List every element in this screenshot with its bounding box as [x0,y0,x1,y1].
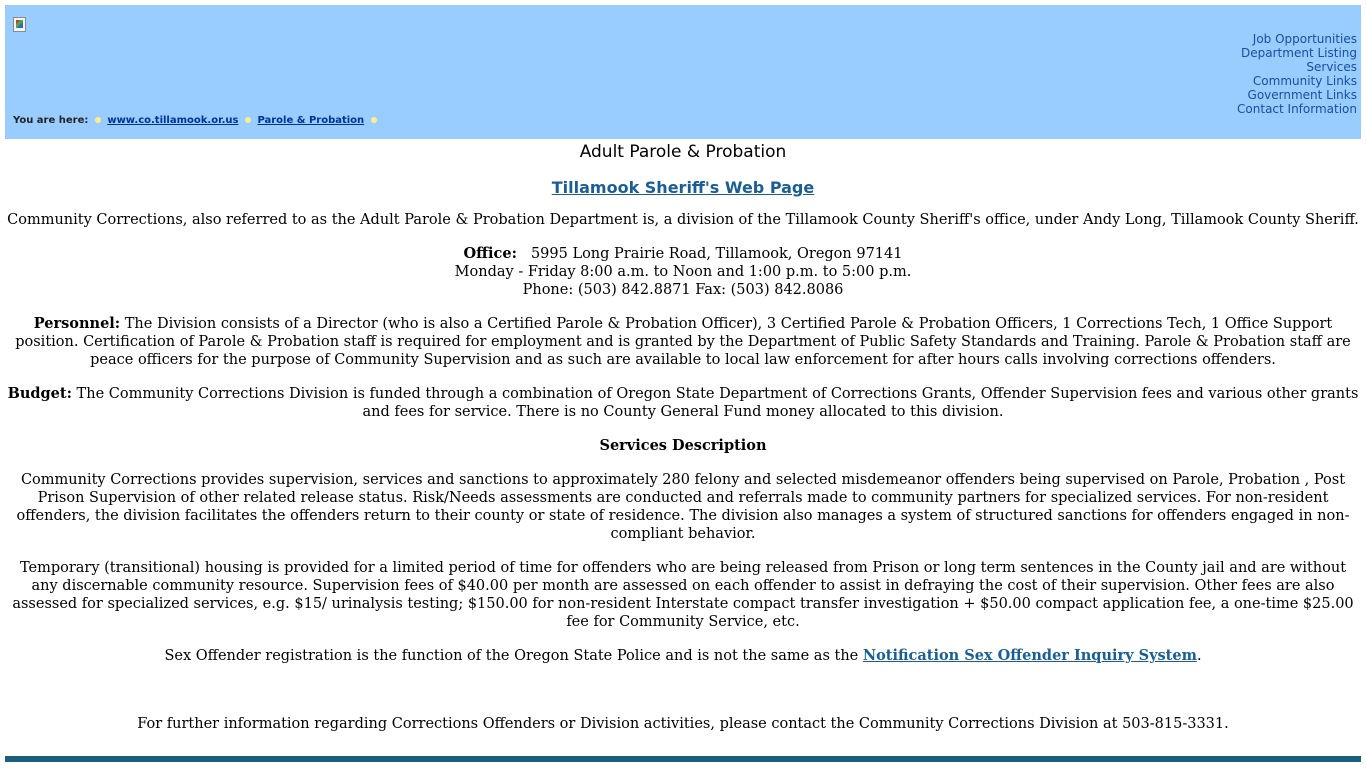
breadcrumb-label: You are here: [13,115,89,126]
breadcrumb-separator-icon [95,117,101,123]
personnel-text: The Division consists of a Director (who is also a Certified Parole & Probation Officer), 3 Certified Parole & Probation Officers, 1 Corrections Tech, 1 Office Support position. Certification of Parole & Probation staff is required for employment and is granted by the Department of Public Safety Standards and Training. Parole & Probation staff are peace officers for the purpose of Community Supervision and as such are available to local law enforcement for after hours calls involving corrections offenders. [15,316,1351,368]
office-hours: Monday - Friday 8:00 a.m. to Noon and 1:00 p.m. to 5:00 p.m. [454,264,912,280]
nav-job-opportunities[interactable]: Job Opportunities [1252,32,1357,46]
personnel-label: Personnel: [33,315,121,332]
page-title: Adult Parole & Probation [579,142,787,162]
intro-paragraph: Community Corrections, also referred to as the Adult Parole & Probation Department is, a division of the Tillamook County Sheriff's office, under Andy Long, Tillamook County Sheriff. [7,212,1359,228]
office-label: Office: [463,245,517,262]
broken-image-icon [13,17,26,32]
sex-offender-end: . [1196,648,1202,664]
nav-contact-information[interactable]: Contact Information [1237,102,1357,116]
services-heading: Services Description [599,437,767,454]
services-paragraph-1: Community Corrections provides supervision, services and sanctions to approximately 280 felony and selected misdemeanor offenders being supervised on Parole, Probation , Post Prison Supervision of other related release status. Risk/Needs assessments are conducted and referrals made to community partners for specialized services. For non-resident offenders, the division facilitates the offenders return to their county or state of residence. The division also manages a system of structured sanctions for offenders engaged in non-compliant behavior. [16,472,1350,542]
sheriff-web-page-link[interactable]: Tillamook Sheriff's Web Page [551,178,815,197]
nav-government-links[interactable]: Government Links [1247,88,1357,102]
sex-offender-paragraph [5,647,1361,665]
office-phone: Phone: (503) 842.8871 Fax: (503) 842.8086 [522,282,844,298]
nav-community-links[interactable]: Community Links [1252,74,1357,88]
breadcrumb [13,115,380,126]
breadcrumb-separator-icon [371,117,377,123]
header-band [5,5,1361,139]
page [5,5,1361,733]
nav-services[interactable]: Services [1306,60,1357,74]
top-nav [1237,32,1357,116]
budget-label: Budget: [7,385,72,402]
office-address: 5995 Long Prairie Road, Tillamook, Oregon 97141 [530,246,903,262]
breadcrumb-home-link[interactable]: www.co.tillamook.or.us [107,115,239,126]
nav-department-listing[interactable]: Department Listing [1241,46,1357,60]
budget-text: The Community Corrections Division is funded through a combination of Oregon State Department of Corrections Grants, Offender Supervision fees and various other grants and fees for service. There is no County General Fund money allocated to this division. [71,386,1359,420]
services-paragraph-2: Temporary (transitional) housing is provided for a limited period of time for offenders who are being released from Prison or long term sentences in the County jail and are without any discernable community resource. Supervision fees of $40.00 per month are assessed on each offender to assist in defraying the cost of their supervision. Other fees are also assessed for specialized services, e.g. $15/ urinalysis testing; $150.00 for non-resident Interstate compact transfer investigation + $50.00 compact application fee, a one-time $25.00 fee for Community Service, etc. [12,560,1354,630]
contact-paragraph: For further information regarding Corrections Offenders or Division activities, please contact the Community Corrections Division at 503-815-3331. [137,716,1229,732]
office-info [5,245,1361,299]
breadcrumb-current-link[interactable]: Parole & Probation [257,115,365,126]
budget-paragraph [5,385,1361,421]
personnel-paragraph [5,315,1361,369]
sex-offender-inquiry-link[interactable]: Notification Sex Offender Inquiry System [862,647,1197,664]
bottom-bar [5,756,1361,762]
sex-offender-text: Sex Offender registration is the function of the Oregon State Police and is not the same as the [164,648,863,664]
main-content [5,141,1361,733]
breadcrumb-separator-icon [245,117,251,123]
